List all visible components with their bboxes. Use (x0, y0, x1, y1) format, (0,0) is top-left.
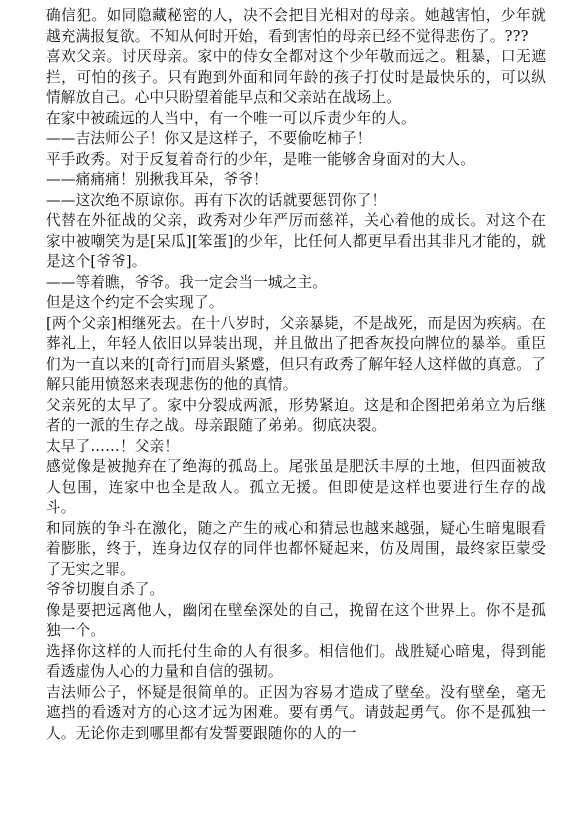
paragraph-6: ——痛痛痛！别揪我耳朵，爷爷！ (46, 171, 268, 188)
paragraph-8: 代替在外征战的父亲，政秀对少年严厉而慈祥，关心着他的成长。对这个在家中被嘲笑为是[呆瓜][笨蛋]的少年，比任何人都更早看出其非凡才能的，就是这个[爷爷]。 (46, 212, 546, 270)
paragraph-15: 和同族的争斗在激化，随之产生的戒心和猜忌也越来越强，疑心生暗鬼眼看着膨胀，终于，连身边仅存的同伴也都怀疑起来，仿及周围，最终家臣蒙受了无实之罪。 (46, 519, 546, 578)
paragraph-13: 太早了……！父亲！ (46, 437, 180, 455)
paragraph-18: 选择你这样的人而托付生命的人有很多。相信他们。战胜疑心暗鬼，得到能看透虚伪人心的力量和自信的强韧。 (46, 642, 546, 680)
paragraph-7: ——这次绝不原谅你。再有下次的话就要惩罚你了！ (46, 191, 387, 209)
paragraph-1: 确信犯。如同隐藏秘密的人，决不会把目光相对的母亲。她越害怕，少年就越充满报复欲。不知从何时开始，看到害怕的母亲已经不觉得悲伤了。??? (46, 7, 546, 45)
paragraph-19: 吉法师公子，怀疑是很简单的。正因为容易才造成了壁垒。没有壁垒，毫无遮挡的看透对方的心这才远为困难。要有勇气。请鼓起勇气。你不是孤独一人。无论你走到哪里都有发誓要跟随你的人的一 (46, 683, 546, 742)
paragraph-3: 在家中被疏远的人当中，有一个唯一可以斥责少年的人。 (46, 109, 416, 127)
paragraph-5: 平手政秀。对于反复着奇行的少年，是唯一能够舍身面对的大人。 (46, 150, 476, 168)
paragraph-10: 但是这个约定不会实现了。 (46, 294, 224, 311)
paragraph-2: 喜欢父亲。讨厌母亲。家中的侍女全都对这个少年敬而远之。粗暴，口无遮拦，可怕的孩子。只有跑到外面和同年龄的孩子打仗时是最快乐的，可以纵情解放自己。心中只盼望着能早点和父亲站在战场上。 (46, 48, 546, 106)
paragraph-17: 像是要把远离他人，幽闭在壁垒深处的自己，挽留在这个世界上。你不是孤独一个。 (46, 601, 546, 639)
paragraph-16: 爷爷切腹自杀了。 (46, 581, 165, 598)
paragraph-9: ——等着瞧，爷爷。我一定会当一城之主。 (46, 273, 328, 291)
paragraph-14: 感觉像是被抛弃在了绝海的孤岛上。尾张虽是肥沃丰厚的土地，但四面被敌人包围，连家中也全是敌人。孤立无援。但即使是这样也要进行生存的战斗。 (46, 458, 546, 516)
paragraph-4: ——吉法师公子！你又是这样子，不要偷吃柿子！ (46, 130, 372, 147)
paragraph-11: [两个父亲]相继死去。在十八岁时，父亲暴毙，不是战死，而是因为疾病。在葬礼上，年轻人依旧以异装出现，并且做出了把香灰投向牌位的暴举。重臣们为一直以来的[奇行]而眉头紧蹙，但只有政秀了解年轻人这样做的真意。了解只能用愤怒来表现悲伤的他的真情。 (46, 314, 546, 393)
paragraph-12: 父亲死的太早了。家中分裂成两派，形势紧迫。这是和企图把弟弟立为后继者的一派的生存之战。母亲跟随了弟弟。彻底决裂。 (46, 396, 546, 434)
document-body (46, 6, 546, 744)
